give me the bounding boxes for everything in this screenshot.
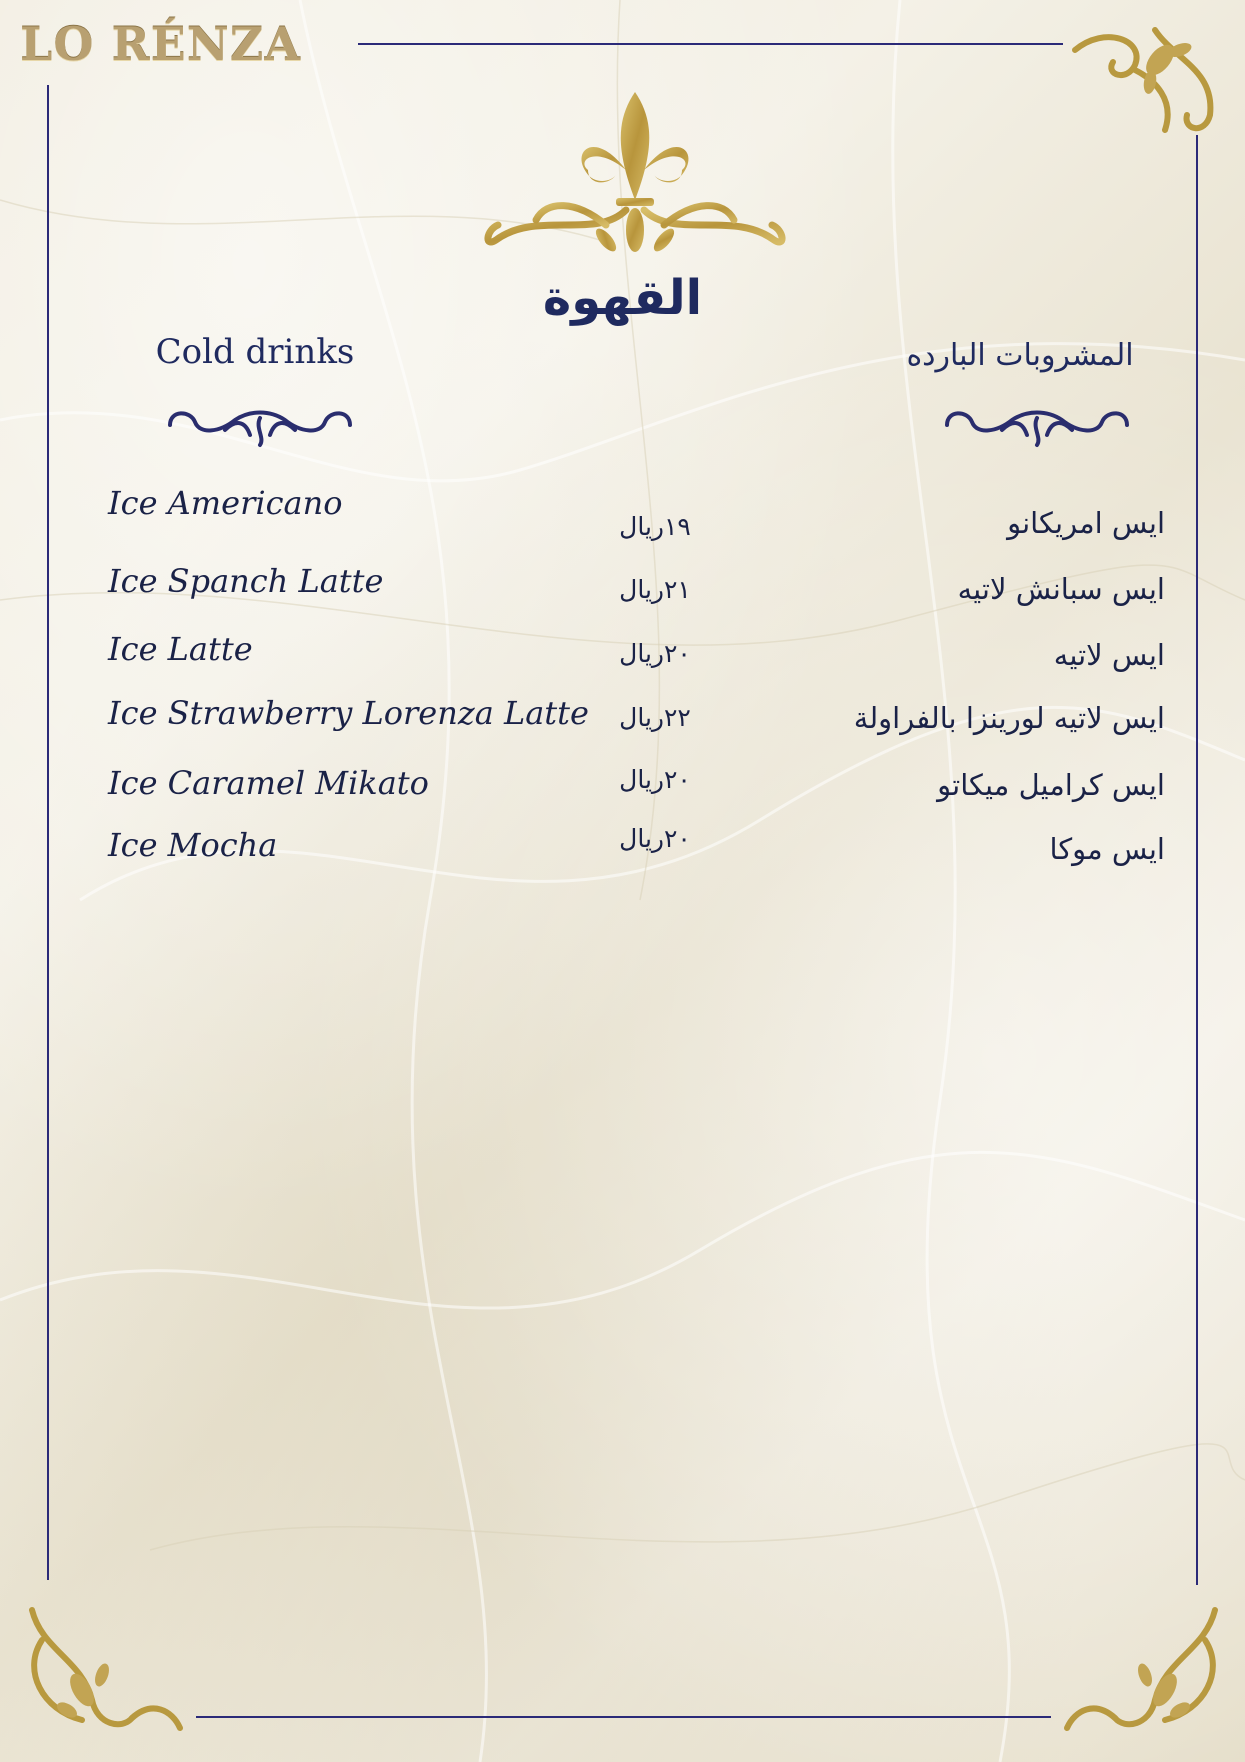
item-name-ar: ايس امريكانو (1007, 506, 1165, 540)
item-name-en: Ice Mocha (108, 826, 278, 864)
item-price: ٢١ريال (619, 575, 691, 604)
frame-right-line (1196, 135, 1198, 1585)
item-name-en: Ice Latte (108, 630, 253, 668)
item-name-ar: ايس سبانش لاتيه (957, 572, 1165, 606)
gold-fleur-corner-icon (1065, 20, 1225, 140)
item-name-en: Ice Strawberry Lorenza Latte (108, 694, 589, 732)
gold-fleur-corner-icon (1060, 1600, 1225, 1740)
item-name-ar: ايس موكا (1049, 832, 1165, 866)
item-name-ar: ايس كراميل ميكاتو (937, 768, 1165, 802)
item-name-en: Ice Caramel Mikato (108, 764, 429, 802)
page-title: القهوة (542, 270, 703, 326)
item-price: ٢٠ريال (619, 765, 691, 794)
item-name-en: Ice Spanch Latte (108, 562, 384, 600)
item-price: ١٩ريال (619, 512, 691, 541)
fleur-de-lis-ornament-icon (476, 90, 794, 258)
item-name-ar: ايس لاتيه (1053, 638, 1165, 672)
item-price: ٢٢ريال (619, 703, 691, 732)
item-name-ar: ايس لاتيه لورينزا بالفراولة (853, 701, 1165, 735)
scroll-flourish-icon (942, 400, 1132, 450)
section-title-en: Cold drinks (155, 332, 355, 372)
item-name-en: Ice Americano (108, 484, 343, 522)
item-price: ٢٠ريال (619, 639, 691, 668)
section-title-ar: المشروبات البارده (906, 338, 1134, 373)
gold-fleur-corner-icon (22, 1600, 187, 1740)
scroll-flourish-icon (165, 400, 355, 450)
frame-bottom-line (196, 1716, 1051, 1718)
item-price: ٢٠ريال (619, 824, 691, 853)
frame-top-line (358, 43, 1063, 45)
brand-logo: LO RÉNZA (20, 17, 302, 71)
